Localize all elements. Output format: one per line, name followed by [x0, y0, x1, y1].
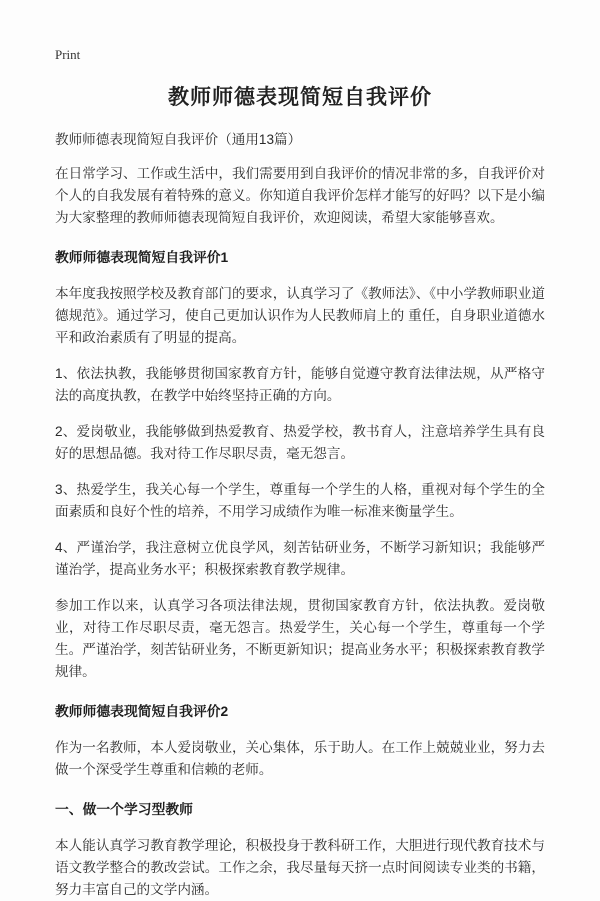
paragraph: 4、严谨治学，我注意树立优良学风，刻苦钻研业务，不断学习新知识；我能够严谨治学，提高业务水平；积极探索教育教学规律。 — [55, 540, 545, 577]
paragraph: 本人能认真学习教育教学理论，积极投身于教科研工作，大胆进行现代教育技术与语文教学整合的教改尝试。工作之余，我尽量每天挤一点时间阅读专业类的书籍，努力丰富自己的文学内涵。 — [55, 838, 545, 897]
paragraph: 作为一名教师，本人爱岗敬业，关心集体，乐于助人。在工作上兢兢业业，努力去做一个深受学生尊重和信赖的老师。 — [55, 740, 545, 777]
section-heading: 教师师德表现简短自我评价1 — [55, 250, 229, 265]
paragraph: 2、爱岗敬业，我能够做到热爱教育、热爱学校，教书育人，注意培养学生具有良好的思想品德。我对待工作尽职尽责，毫无怨言。 — [55, 424, 545, 461]
paragraph: 本年度我按照学校及教育部门的要求，认真学习了《教师法》、《中小学教师职业道德规范》。通过学习，使自己更加认识作为人民教师肩上的 重任，自身职业道德水平和政治素质有了明显的提高。 — [55, 286, 545, 345]
paragraph: 1、依法执教，我能够贯彻国家教育方针，能够自觉遵守教育法律法规，从严格守法的高度执教，在教学中始终坚持正确的方向。 — [55, 366, 545, 403]
paragraph: 参加工作以来，认真学习各项法律法规，贯彻国家教育方针，依法执教。爱岗敬业，对待工作尽职尽责，毫无怨言。热爱学生，关心每一个学生，尊重每一个学生。严谨治学，刻苦钻研业务，不断更新知识；提高业务水平；积极探索教育教学规律。 — [55, 598, 545, 679]
paragraph: 在日常学习、工作或生活中，我们需要用到自我评价的情况非常的多，自我评价对个人的自我发展有着特殊的意义。你知道自我评价怎样才能写的好吗？以下是小编为大家整理的教师师德表现简短自我评价，欢迎阅读，希望大家能够喜欢。 — [55, 166, 545, 225]
section-heading: 一、做一个学习型教师 — [55, 802, 193, 817]
paragraph: 3、热爱学生，我关心每一个学生，尊重每一个学生的人格，重视对每个学生的全面素质和良好个性的培养，不用学习成绩作为唯一标准来衡量学生。 — [55, 482, 545, 519]
section-heading: 教师师德表现简短自我评价2 — [55, 704, 229, 719]
document-body — [55, 129, 545, 901]
document-subtitle: 教师师德表现简短自我评价（通用13篇） — [55, 132, 302, 147]
print-button[interactable]: Print — [55, 47, 81, 62]
page-title: 教师师德表现简短自我评价 — [168, 86, 432, 109]
